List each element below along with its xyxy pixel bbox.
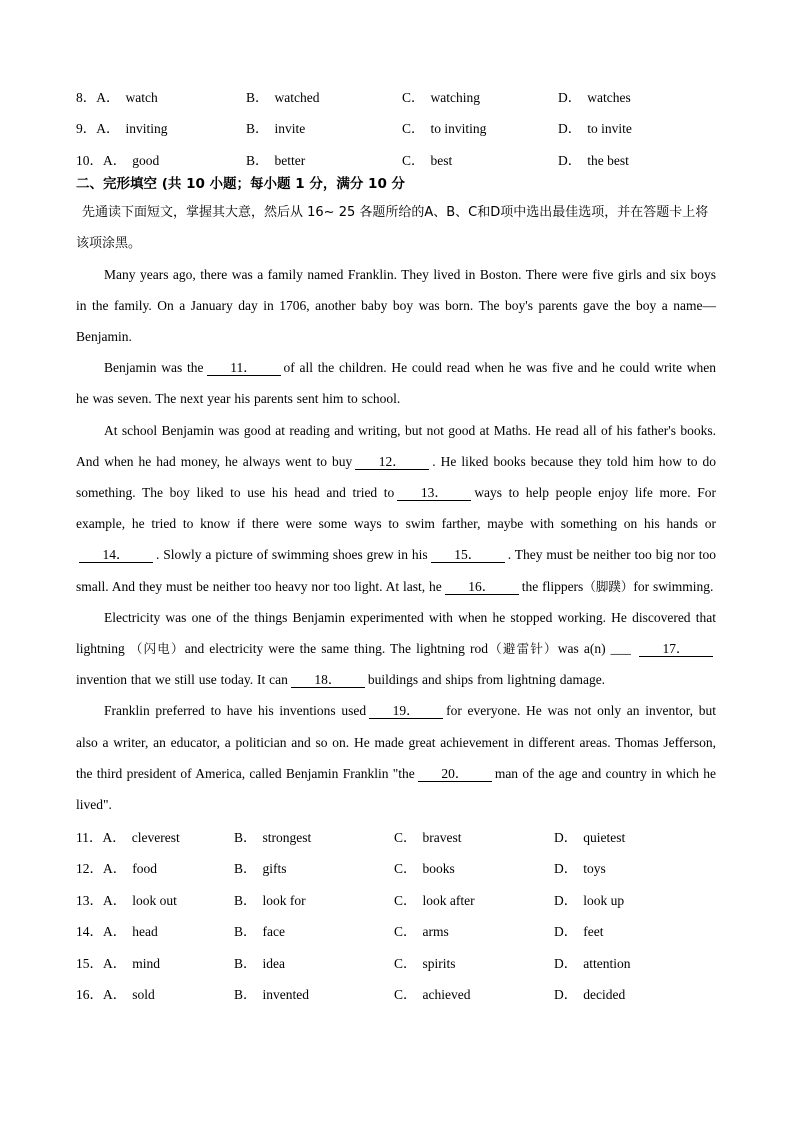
option-b: B． look for bbox=[234, 892, 306, 908]
question-row bbox=[76, 80, 716, 112]
option-d: D． attention bbox=[554, 955, 631, 971]
option-a: 16．A． sold bbox=[76, 983, 234, 1003]
option-b: B． gifts bbox=[234, 861, 287, 877]
option-a: 9．A． inviting bbox=[76, 117, 246, 137]
option-c: C． bravest bbox=[394, 829, 462, 845]
option-b: B． better bbox=[246, 152, 306, 168]
blank-13: 13． bbox=[397, 486, 471, 501]
blank-19: 19． bbox=[369, 704, 443, 719]
paragraph: Electricity was one of the things Benjamin experimented with when he stopped working. He discovered that lightning （闪电）and electricity were the same thing. The lightning rod（避雷针）was a(n) ___ 17．invention that we still use today. It can 18． buildings and ships from lightning damage. bbox=[76, 609, 716, 688]
blank-20: 20． bbox=[418, 767, 492, 782]
blank-14: 14． bbox=[79, 548, 153, 563]
option-d: D． look up bbox=[554, 892, 625, 908]
option-a: 10．A． good bbox=[76, 149, 246, 169]
option-b: B． strongest bbox=[234, 829, 312, 845]
option-c: C． books bbox=[394, 861, 455, 877]
option-a: 14．A． head bbox=[76, 920, 234, 940]
option-d: D． decided bbox=[554, 987, 626, 1003]
option-c: C． to inviting bbox=[402, 121, 487, 137]
option-b: B． face bbox=[234, 924, 285, 940]
option-d: D． to invite bbox=[558, 121, 632, 137]
question-number: 14． bbox=[76, 924, 103, 940]
option-d: D． toys bbox=[554, 861, 606, 877]
section-instruction: 先通读下面短文，掌握其大意，然后从 16~ 25 各题所给的A、B、C和D项中选出最佳选项，并在答题卡上将该项涂黑。 bbox=[76, 204, 709, 251]
previous-questions bbox=[76, 80, 716, 175]
question-row bbox=[76, 946, 716, 978]
question-row bbox=[76, 112, 716, 144]
option-c: C． spirits bbox=[394, 955, 456, 971]
option-b: B． idea bbox=[234, 955, 286, 971]
blank-12: 12． bbox=[355, 455, 429, 470]
option-c: C． watching bbox=[402, 89, 481, 105]
question-row bbox=[76, 883, 716, 915]
option-d: D． the best bbox=[558, 152, 629, 168]
option-a: 13．A． look out bbox=[76, 889, 234, 909]
option-d: D． quietest bbox=[554, 829, 626, 845]
paragraph: At school Benjamin was good at reading and writing, but not good at Maths. He read all of his father's books. And when he had money, he always went to buy 12． . He liked books because they told him how to do something. The boy liked to use his head and tried to 13． ways to help people enjoy life more. For example, he tried to know if there were some ways to swim farther, maybe with something on his hands or14． . Slowly a picture of swimming shoes grew in his 15． . They must be neither too big nor too small. And they must be neither too heavy nor too light. At last, he 16． the flippers（脚蹼）for swimming. bbox=[76, 422, 716, 594]
option-a: 15．A． mind bbox=[76, 952, 234, 972]
option-b: B． watched bbox=[246, 89, 320, 105]
question-number: 15． bbox=[76, 955, 103, 971]
question-row bbox=[76, 852, 716, 884]
paragraph: Franklin preferred to have his inventions used 19． for everyone. He was not only an inventor, but also a writer, an educator, a politician and so on. He made great achievement in different areas. Thomas Jefferson, the third president of America, called Benjamin Franklin "the 20． man of the age and country in which he lived". bbox=[76, 703, 716, 812]
section-title: 二、完形填空 (共 10 小题；每小题 1 分，满分 10 分 bbox=[76, 175, 406, 192]
question-number: 10． bbox=[76, 152, 103, 168]
paragraph: Many years ago, there was a family named Franklin. They lived in Boston. There were five girls and six boys in the family. On a January day in 1706, another baby boy was born. The boy's parents gave the boy a name—Benjamin. bbox=[76, 266, 716, 344]
option-a: 8．A． watch bbox=[76, 86, 246, 106]
option-a: 12．A． food bbox=[76, 857, 234, 877]
blank-11: 11． bbox=[207, 361, 281, 376]
question-row bbox=[76, 978, 716, 1010]
blank-18: 18． bbox=[291, 673, 365, 688]
question-number: 12． bbox=[76, 861, 103, 877]
question-number: 16． bbox=[76, 987, 103, 1003]
option-d: D． watches bbox=[558, 89, 631, 105]
option-b: B． invented bbox=[234, 987, 310, 1003]
blank-17: 17． bbox=[639, 642, 713, 657]
question-number: 11． bbox=[76, 829, 103, 845]
question-row bbox=[76, 915, 716, 947]
option-a: 11．A． cleverest bbox=[76, 826, 234, 846]
option-c: C． best bbox=[402, 152, 453, 168]
option-c: C． achieved bbox=[394, 987, 471, 1003]
option-d: D． feet bbox=[554, 924, 604, 940]
cloze-passage bbox=[76, 259, 716, 821]
blank-15: 15． bbox=[431, 548, 505, 563]
question-number: 8． bbox=[76, 89, 97, 105]
exam-page bbox=[76, 80, 716, 1009]
question-number: 9． bbox=[76, 121, 97, 137]
paragraph: Benjamin was the 11． of all the children. He could read when he was five and he could write when he was seven. The next year his parents sent him to school. bbox=[76, 360, 716, 407]
option-b: B． invite bbox=[246, 121, 306, 137]
option-c: C． arms bbox=[394, 924, 449, 940]
question-row bbox=[76, 820, 716, 852]
question-number: 13． bbox=[76, 892, 103, 908]
cloze-questions bbox=[76, 820, 716, 1009]
blank-16: 16． bbox=[445, 580, 519, 595]
option-c: C． look after bbox=[394, 892, 475, 908]
